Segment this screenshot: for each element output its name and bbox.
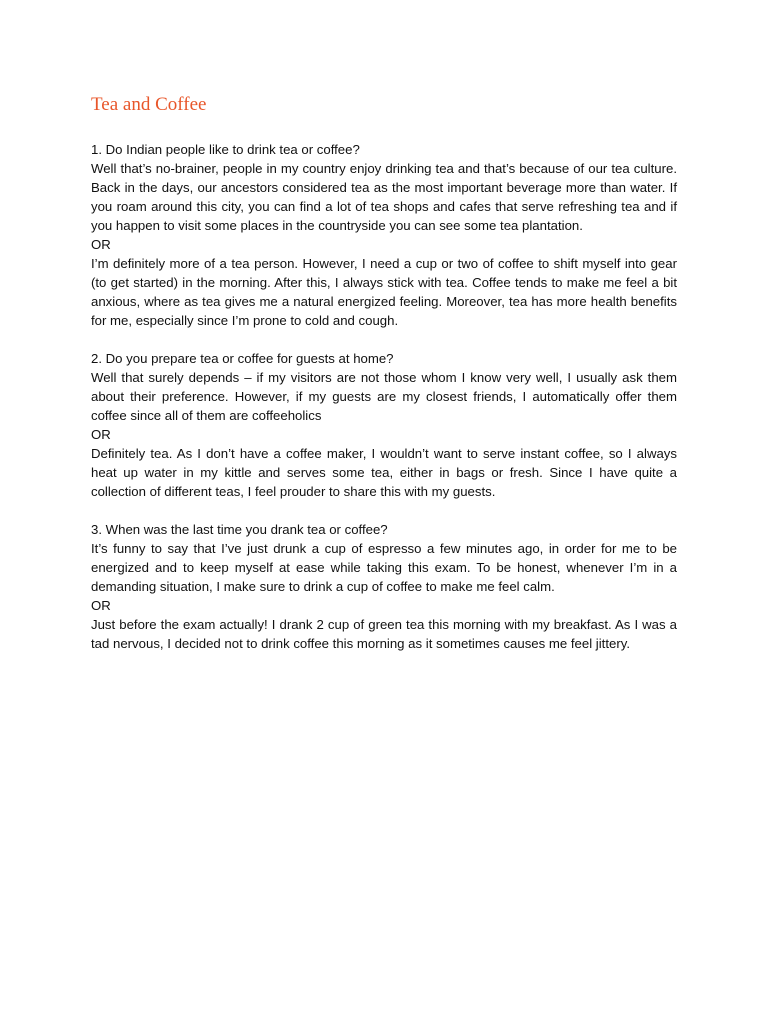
answer-separator: OR bbox=[91, 237, 111, 252]
answer-paragraph: It’s funny to say that I’ve just drunk a cup of espresso a few minutes ago, in order for me to be energized and to keep myself at ease while taking this exam. To be honest, whenever I’m in a demanding situation, I make sure to drink a cup of coffee to make me feel calm. bbox=[91, 541, 677, 594]
answer-paragraph: Well that surely depends – if my visitors are not those whom I know very well, I usually ask them about their preference. However, if my guests are my closest friends, I automatically offer them coffee since all of them are coffeeholics bbox=[91, 370, 677, 423]
document-body bbox=[91, 140, 677, 672]
document-title: Tea and Coffee bbox=[91, 94, 207, 115]
answer-paragraph: Well that’s no-brainer, people in my country enjoy drinking tea and that’s because of our tea culture. Back in the days, our ancestors considered tea as the most important beverage more than water. If you roam around this city, you can find a lot of tea shops and cafes that serve refreshing tea and if you happen to visit some places in the countryside you can see some tea plantation. bbox=[91, 161, 677, 233]
question-section-1 bbox=[91, 140, 677, 330]
question-heading: 2. Do you prepare tea or coffee for guests at home? bbox=[91, 351, 394, 366]
question-heading: 3. When was the last time you drank tea or coffee? bbox=[91, 522, 388, 537]
answer-paragraph: I’m definitely more of a tea person. However, I need a cup or two of coffee to shift myself into gear (to get started) in the morning. After this, I always stick with tea. Coffee tends to make me feel a bit anxious, where as tea gives me a natural energized feeling. Moreover, tea has more health benefits for me, especially since I’m prone to cold and cough. bbox=[91, 256, 677, 328]
answer-paragraph: Definitely tea. As I don’t have a coffee maker, I wouldn’t want to serve instant coffee, so I always heat up water in my kittle and serves some tea, either in bags or fresh. Since I have quite a collection of different teas, I feel prouder to share this with my guests. bbox=[91, 446, 677, 499]
answer-separator: OR bbox=[91, 427, 111, 442]
question-section-3 bbox=[91, 520, 677, 653]
question-heading: 1. Do Indian people like to drink tea or coffee? bbox=[91, 142, 360, 157]
answer-separator: OR bbox=[91, 598, 111, 613]
question-section-2 bbox=[91, 349, 677, 501]
answer-paragraph: Just before the exam actually! I drank 2 cup of green tea this morning with my breakfast. As I was a tad nervous, I decided not to drink coffee this morning as it sometimes causes me feel jittery. bbox=[91, 617, 677, 651]
